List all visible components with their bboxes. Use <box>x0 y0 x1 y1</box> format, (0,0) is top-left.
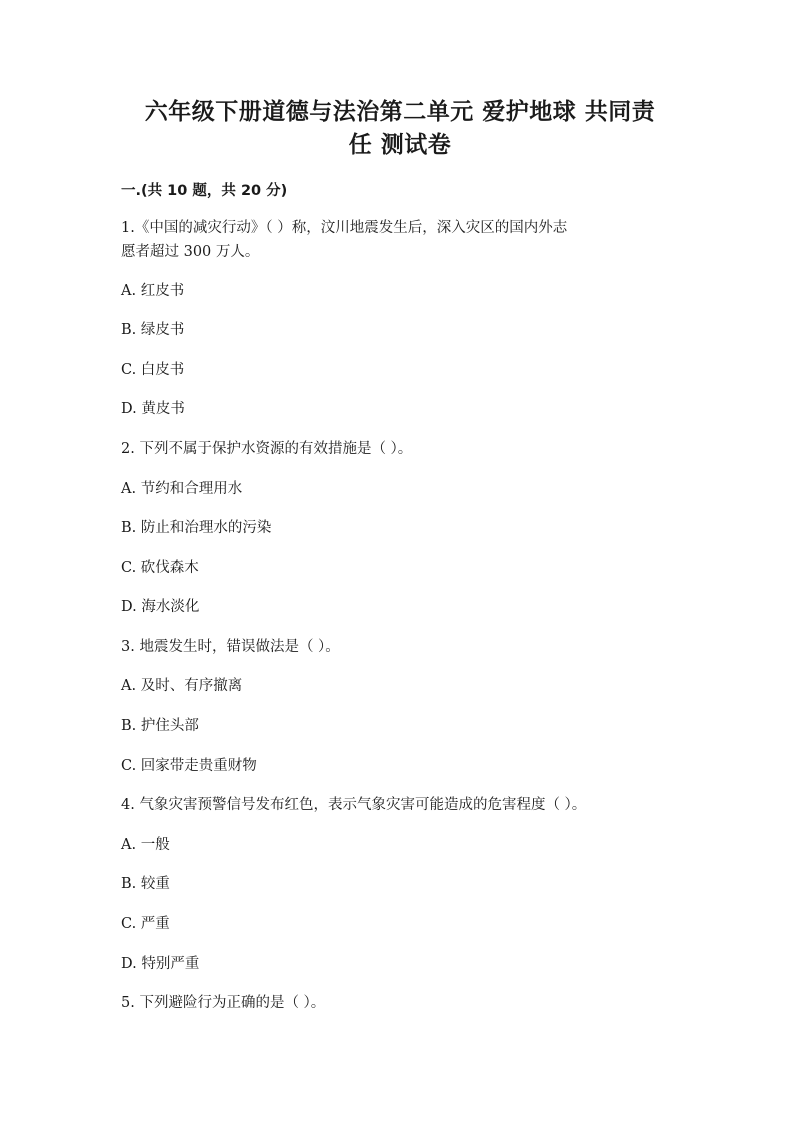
question-2-option-b: B. 防止和治理水的污染 <box>121 520 272 536</box>
question-4-stem: 4. 气象灾害预警信号发布红色，表示气象灾害可能造成的危害程度（ ）。 <box>121 797 587 813</box>
question-1-stem-line-1: 1.《中国的减灾行动》（ ）称，汶川地震发生后，深入灾区的国内外志 <box>121 220 568 236</box>
question-3-stem: 3. 地震发生时，错误做法是（ ）。 <box>121 639 340 655</box>
question-3-option-a: A. 及时、有序撤离 <box>121 678 243 694</box>
question-2-option-a: A. 节约和合理用水 <box>121 481 243 497</box>
question-1-option-d: D. 黄皮书 <box>121 401 185 417</box>
question-2-option-c: C. 砍伐森木 <box>121 560 199 576</box>
question-3-option-c: C. 回家带走贵重财物 <box>121 758 257 774</box>
question-2-option-d: D. 海水淡化 <box>121 599 200 615</box>
question-1-stem-line-2: 愿者超过 300 万人。 <box>121 244 260 260</box>
question-4-option-a: A. 一般 <box>121 837 170 853</box>
question-4-option-d: D. 特别严重 <box>121 956 200 972</box>
title-line-1: 六年级下册道德与法治第二单元 爱护地球 共同责 <box>144 99 656 125</box>
question-3-option-b: B. 护住头部 <box>121 718 199 734</box>
question-1-option-a: A. 红皮书 <box>121 283 185 299</box>
question-4-option-c: C. 严重 <box>121 916 170 932</box>
question-1-option-c: C. 白皮书 <box>121 362 185 378</box>
question-4-option-b: B. 较重 <box>121 876 170 892</box>
title-line-2: 任 测试卷 <box>348 132 452 158</box>
question-2-stem: 2. 下列不属于保护水资源的有效措施是（ ）。 <box>121 441 413 457</box>
question-1-option-b: B. 绿皮书 <box>121 322 185 338</box>
question-5-stem: 5. 下列避险行为正确的是（ ）。 <box>121 995 326 1011</box>
document-title <box>120 96 680 162</box>
section-header: 一.(共 10 题，共 20 分) <box>121 183 288 199</box>
